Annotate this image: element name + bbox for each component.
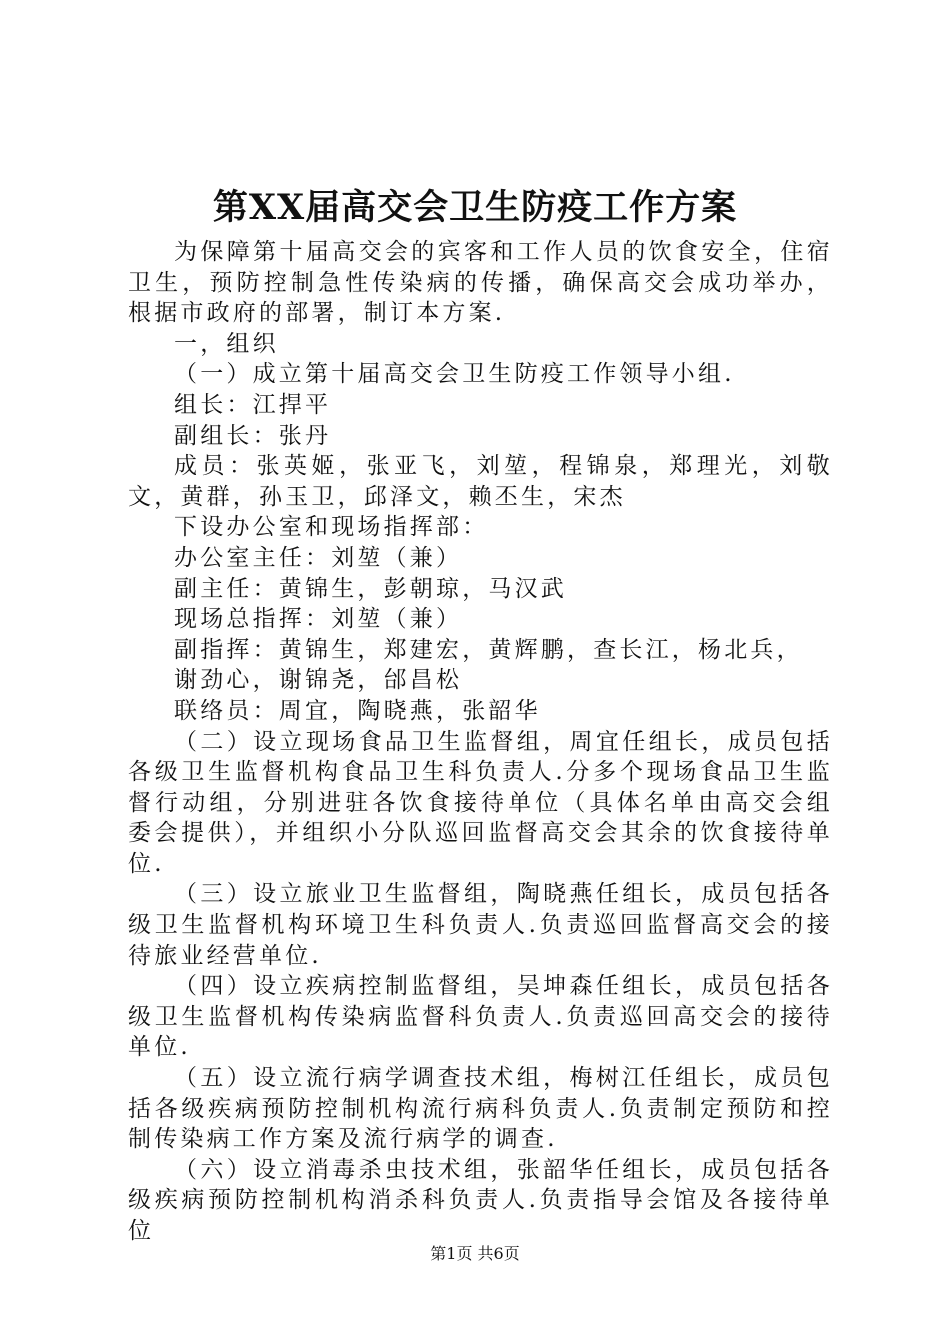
paragraph-disease-control-group: （四）设立疾病控制监督组，吴坤森任组长，成员包括各级卫生监督机构传染病监督科负责人.负责巡回高交会的接待单位. [128,973,833,1061]
paragraph-food-hygiene-group: （二）设立现场食品卫生监督组，周宜任组长，成员包括各级卫生监督机构食品卫生科负责人.分多个现场食品卫生监督行动组，分别进驻各饮食接待单位（具体名单由高交会组委会提供），并组织小分队巡回监督高交会其余的饮食接待单位. [128,728,833,877]
paragraph-deputy-commanders-cont: 谢劲心，谢锦尧，邰昌松 [174,667,463,694]
paragraph-disinfection-group: （六）设立消毒杀虫技术组，张韶华任组长，成员包括各级疾病预防控制机构消杀科负责人.负责指导会馆及各接待单位 [128,1156,833,1244]
paragraph-section-heading: 一，组织 [174,330,279,357]
page-number-footer: 第1页 共6页 [430,1244,520,1263]
paragraph-epidemiology-group: （五）设立流行病学调查技术组，梅树江任组长，成员包括各级疾病预防控制机构流行病科负责人.负责制定预防和控制传染病工作方案及流行病学的调查. [128,1065,833,1153]
paragraph-deputy-leader: 副组长：张丹 [174,422,332,449]
paragraph-subunits: 下设办公室和现场指挥部： [174,514,489,541]
paragraph-deputy-commanders: 副指挥：黄锦生，郑建宏，黄辉鹏，查长江，杨北兵， [174,636,803,663]
paragraph-lodging-hygiene-group: （三）设立旅业卫生监督组，陶晓燕任组长，成员包括各级卫生监督机构环境卫生科负责人.负责巡回监督高交会的接待旅业经营单位. [128,881,833,969]
paragraph-members: 成员：张英姬，张亚飞，刘堃，程锦泉，郑理光，刘敬文，黄群，孙玉卫，邱泽文，赖丕生，宋杰 [128,453,833,510]
document-title: 第XX届高交会卫生防疫工作方案 [212,187,738,228]
paragraph-deputy-director: 副主任：黄锦生，彭朝琼，马汉武 [174,575,567,602]
paragraph-liaison: 联络员：周宜，陶晓燕，张韶华 [174,697,541,724]
paragraph-chief-commander: 现场总指挥：刘堃（兼） [174,606,463,633]
paragraph-office-director: 办公室主任：刘堃（兼） [174,544,463,571]
paragraph-leadership-group: （一）成立第十届高交会卫生防疫工作领导小组. [174,361,735,388]
paragraph-group-leader: 组长：江捍平 [174,391,332,418]
document-body [128,237,833,1247]
paragraph-intro: 为保障第十届高交会的宾客和工作人员的饮食安全，住宿卫生，预防控制急性传染病的传播，确保高交会成功举办，根据市政府的部署，制订本方案. [128,239,833,327]
